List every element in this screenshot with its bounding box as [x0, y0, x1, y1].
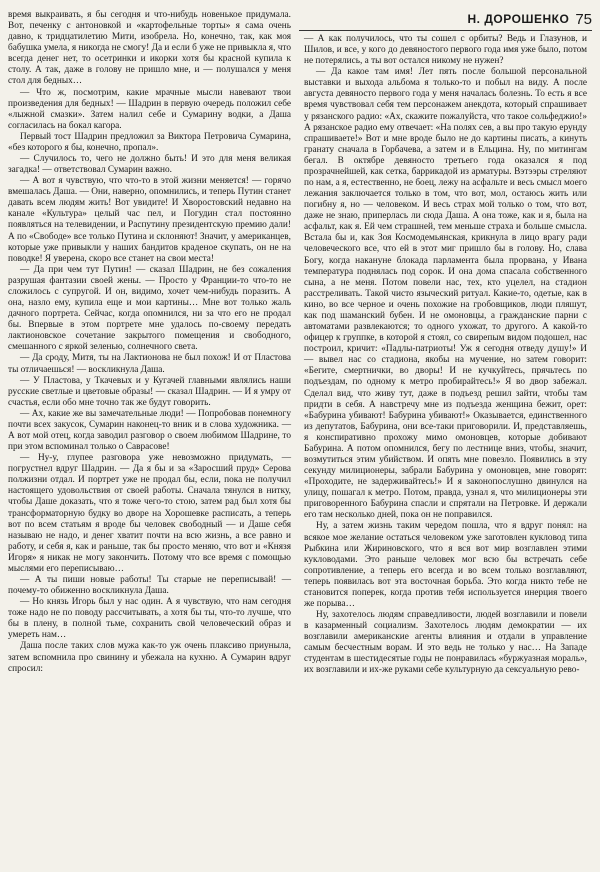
paragraph: — Да сроду, Митя, ты на Лактионова не был похож! И от Пластова ты отличаешься! — воскликнула Даша.	[8, 353, 291, 375]
page-number: 75	[575, 10, 592, 28]
author-name: Н. ДОРОШЕНКО	[467, 12, 570, 26]
paragraph: — Да какое там имя! Лет пять после большой персональной выставки и выхода альбома я только-то и побыл на виду. А после августа девяносто первого года у меня началась болезнь. То есть я все время чувствовал себя тем персонажем анекдота, который спрашивает у рязанского радио: «Ах, скажите пожалуйста, что такое сольфеджио!» А рязанское радио ему отвечает: «На полях сев, а вы про такую ерунду спрашиваете!» Вот и мне вроде было не до картины писать, а кинуть гранату сначала в Горбачева, а затем и в Ельцина. Ну, по митингам бегал. В октябре девяносто третьего года оказался я под прозрачнейшей, как сетка, баррикадой из арматуры. Вэтээры стреляют по нам, а я, естественно, не боец, лежу на асфальте и весь смысл моего лежания заключается только в том, что вот, мол, остаюсь жить или погибну я, но — человеком. И весь страх мой только о том, что вот, даже не знаю, приперлась ли сюда Даша. А она тоже, как и я, была на асфальт, как я. Ей чем страшней, тем меньше страха и больше смысла. Встала бы и, как Зоя Космодемьянская, крикнула в лицо врагу ради человеческого все, что ей в этот миг пришло бы в голову. Но, слава Богу, когда накануне блокада парламента была прорвана, у Ивана температура поднялась под сорок. И она дома спасала собственного сына, а не меня. Потом повели нас, тех, кто уцелел, на стадион расстреливать. Такой чисто языческий ритуал. Какие-то, одетые, как в кино, во все черное и очень похожие на гробовщиков, люди пляшут, как под шаманский бубен. И не омоновцы, а гражданские парни с автоматами развлекаются; то одного ухожат, то другого. А какой-то офицер к группке, в которой я стоял, со свирепым видом подошел, нас построил, кричит: «Падлы-патриоты! Уж я сегодня отведу душу!» И — вывел нас со стадиона, якобы на мучение, но затем говорит: «Бегите, смертнички, во дворы! И не кучкуйтесь, прячьтесь по подъездам, по одному к метро пробирайтесь!» Я во двор забежал. Сделал вид, что живу тут, даже в подъезд решил зайти, чтобы там придти в себя. А навстречу мне из подъезда женщина бежит, орет: «Бабурина убивают! Бабурина убивают!» Оказывается, единственного из депутатов, Бабурина, они все-таки приговорили. И, представляешь, я конспиративно прохожу мимо омоновцев, которые добивают Бабурина. А потом опомнился, бегу по лестнице вниз, чтобы, значит, возмутиться этим убийством. И опять мне повезло. Появились в эту секунду милиционеры, забрали Бабурина у омоновцев, мне говорят: «Проходите, не задерживайтесь!» И я законопослушно двинулся на улицу, пошагал к метро. Потом, правда, узнал я, что милиционеры эти приговоренного Бабурина спасли и спрятали на Петровке. И держали его там несколько дней, пока он не поправился.	[304, 67, 587, 521]
paragraph: — У Пластова, у Ткачевых и у Кугачей главными являлись наши русские светлые и цветовые образы! — сказал Шадрин. — И я умру от счастья, если обо мне точно так же будут говорить.	[8, 375, 291, 408]
paragraph: — Что ж, посмотрим, какие мрачные мысли навевают твои произведения для бедных! — Шадрин в первую очередь положил себе «лыжной смазки». Затем налил себе и Сумарину водки, а Даша согласилась на бокал кагора.	[8, 87, 291, 131]
paragraph: — Да при чем тут Путин! — сказал Шадрин, не без сожаления разрушая фантазии своей жены. — Просто у Франции-то что-то не сложилось с супругой. И он, видимо, хочет чем-нибудь поразить. А она, назло ему, купила еще и мои картины… Мне вот только жаль дачного портрета. Сейчас, когда опомнился, ни за что его не продал бы. Впервые в этом портрете мне удалось по-своему передать лактионовское сочетание закрытого помещения и свободного, смешанного с яркой зеленью, солнечного света.	[8, 264, 291, 353]
right-column	[304, 34, 587, 677]
paragraph: — Случилось то, чего не должно быть! И это для меня великая загадка! — ответствовал Сумарин важно.	[8, 154, 291, 176]
paragraph: — А вот я чувствую, что что-то в этой жизни меняется! — горячо вмешалась Даша. — Они, наверно, опомнились, и теперь Путин станет давать всем людям жить! Вот увидите! И Хворостовский недавно на канале «Культура» целый час пел, и Погудин стал постоянно появляться на телевидении, и Распутину президентскую премию дали! А по «Свободе» все только Путина и склоняют! Значит, у американцев, которые уже привыкли у наших бандитов краденое скупать, он не на поводке! Я уверена, скоро все станет на свои места!	[8, 176, 291, 264]
paragraph: Первый тост Шадрин предложил за Виктора Петровича Сумарина, «без которого я бы, конечно, пропал».	[8, 131, 291, 153]
paragraph: — Ну-у, глупее разговора уже невозможно придумать, — погрустнел вдруг Шадрин. — Да я бы и за «Заросший пруд» Серова полжизни отдал. И портрет уже не продал бы, если, пока не получил настоящего удовольствия от своей работы. Сначала тянулся в нитку, чтобы Даше доказать, что я тоже чего-то стою, затем рад был хотя бы трансформаторную будку во дворе на Хорошевке расписать, а теперь вот по всем статьям я вроде бы человек свободный — и Даше себя называю не надо, и денег хватит почти на всю жизнь, а все равно и работу, и себя я, как и раньше, так бы просто меняю, что вот и «Князя Игоря» я никак не могу закончить. Потому что все время с помощью мыслями его переписываю…	[8, 453, 291, 574]
header-rule	[299, 30, 592, 31]
left-column	[8, 10, 291, 675]
paragraph: время выкраивать, я бы сегодня и что-нибудь новенькое придумала. Вот, печенку с антоновкой и «картофельные торты» я сама очень давно, к тридцатилетию Мити, изобрела. Но, конечно, так, как моя бабушка умела, я никогда не смогу! Да и если б уже не привыкла я, что всегда денег нет, то осетринки и икорки хотя бы красной купила к столу. А так, даже в голову не пришло мне, и — полушался у меня стол для бедных…	[8, 10, 291, 87]
paragraph: — А как получилось, что ты сошел с орбиты? Ведь и Глазунов, и Шилов, и все, у кого до девяностого первого года имя уже было, потом не потерялись, а ты вот остался никому не нужен?	[304, 34, 587, 67]
paragraph: — Ах, какие же вы замечательные люди! — Попробовав понемногу почти всех закусок, Сумарин наконец-то вник и в слова художника. — А вот мой отец, когда заводил разговор о своем любимом Шадрине, то при этом вспоминал только о Саврасове!	[8, 408, 291, 453]
paragraph: — Но князь Игорь был у нас один. А я чувствую, что нам сегодня тоже надо не по поводу рассчитывать, а хотя бы ты, что-то лучше, что бы в плену, в полной тьме, сохранить свой человеческий образ и умереть нам…	[8, 597, 291, 641]
running-header	[468, 8, 592, 30]
paragraph: — А ты пиши новые работы! Ты старые не переписывай! — почему-то обиженно воскликнула Даша.	[8, 574, 291, 597]
paragraph: Ну, а затем жизнь таким чередом пошла, что я вдруг понял: на всякое мое желание остаться человеком уже заготовлен кукловод типа Рыбкина или Жириновского, что я вся вот мир возглавлен этими кукловодами. Это раньше человек мог всю бы встречать себе сопротивление, а теперь его всегда и во всем только возглавляют, теперь появилась вот эта восточная борьба. Это когда никто тебе не становится поперек, когда против тебя используется инерция твоего же порыва…	[304, 521, 587, 609]
paragraph: Ну, захотелось людям справедливости, людей возглавили и повели в казарменный социализм. Захотелось людям демократии — их возглавили американские агенты влияния и отдали в управление самым бесчестным ворам. И это ведь не только у нас… На Западе студентам в шестидесятые годы не понравилась «буржуазная мораль», их возглавили и их-же руками себе культурную да сексуальную рево-	[304, 610, 587, 676]
paragraph: Даша после таких слов мужа как-то уж очень плаксиво приуныла, затем вспомнила про свинину и убежала на кухню. А Сумарин вдруг спросил:	[8, 641, 291, 674]
